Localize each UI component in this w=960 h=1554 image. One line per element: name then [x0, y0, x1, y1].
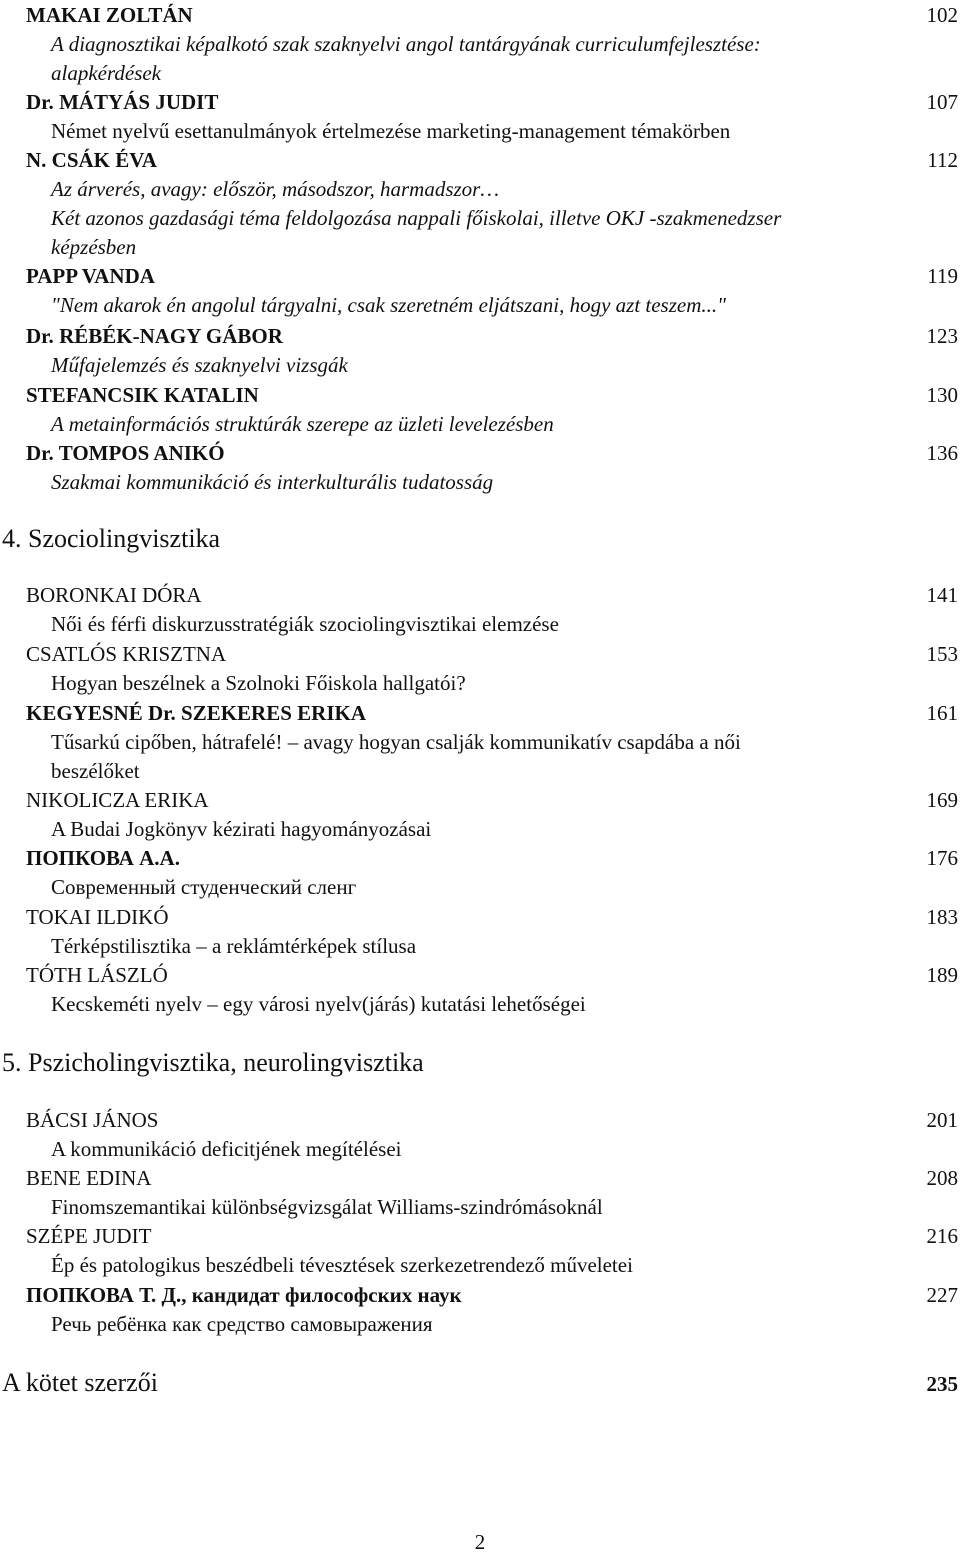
author-name: BENE EDINA	[26, 1166, 152, 1190]
page-number: 183	[926, 905, 958, 929]
article-title: A kommunikáció deficitjének megítélései	[51, 1137, 402, 1161]
toc-entry	[26, 786, 958, 844]
article-title: Hogyan beszélnek a Szolnoki Főiskola hallgatói?	[51, 671, 466, 695]
author-name: KEGYESNÉ Dr. SZEKERES ERIKA	[26, 701, 366, 725]
page-number: 176	[926, 846, 958, 870]
author-name: TÓTH LÁSZLÓ	[26, 963, 168, 987]
article-title: Német nyelvű esettanulmányok értelmezése marketing-management témakörben	[51, 119, 731, 143]
toc-entry	[26, 262, 958, 320]
article-title: Két azonos gazdasági téma feldolgozása nappali főiskolai, illetve OKJ -szakmenedzser	[51, 206, 782, 230]
page-number: 153	[926, 642, 958, 666]
toc-entry	[26, 961, 958, 1019]
article-title: beszélőket	[51, 759, 140, 783]
author-name: STEFANCSIK KATALIN	[26, 383, 259, 407]
author-name: MAKAI ZOLTÁN	[26, 3, 193, 27]
article-title: Szakmai kommunikáció és interkulturális tudatosság	[51, 470, 494, 494]
toc-entry	[26, 1106, 958, 1164]
author-name: TOKAI ILDIKÓ	[26, 905, 169, 929]
article-title: képzésben	[51, 235, 137, 259]
author-name: BÁCSI JÁNOS	[26, 1108, 159, 1132]
page-number: 119	[927, 264, 958, 288]
page-number: 216	[926, 1224, 958, 1248]
page-number: 227	[926, 1283, 958, 1307]
author-name: CSATLÓS KRISZTNA	[26, 642, 227, 666]
author-name: NIKOLICZA ERIKA	[26, 788, 209, 812]
toc-entry	[26, 844, 958, 902]
page-number: 201	[926, 1108, 958, 1132]
article-title: alapkérdések	[51, 61, 162, 85]
toc-entry	[26, 381, 958, 439]
author-name: N. CSÁK ÉVA	[26, 148, 157, 172]
page-number: 169	[926, 788, 958, 812]
author-name: ПОПКОВА Т. Д., кандидат философских наук	[26, 1283, 462, 1307]
toc-entry	[26, 903, 958, 961]
toc-entry	[26, 581, 958, 639]
author-name: Dr. RÉBÉK-NAGY GÁBOR	[26, 324, 283, 348]
author-name: BORONKAI DÓRA	[26, 583, 202, 607]
article-title: Térképstilisztika – a reklámtérképek stílusa	[51, 934, 417, 958]
page-number: 235	[926, 1372, 958, 1396]
toc-entry	[26, 1281, 958, 1339]
toc-entry	[26, 1, 958, 88]
author-name: Dr. MÁTYÁS JUDIT	[26, 90, 219, 114]
article-title: Finomszemantikai különbségvizsgálat Williams-szindrómásoknál	[51, 1195, 603, 1219]
article-title: A diagnosztikai képalkotó szak szaknyelvi angol tantárgyának curriculumfejlesztése:	[51, 32, 761, 56]
article-title: Ép és patologikus beszédbeli tévesztések szerkezetrendező műveletei	[51, 1253, 633, 1277]
closing-title: A kötet szerzői	[2, 1368, 158, 1397]
toc-entry	[26, 88, 958, 146]
author-name: ПОПКОВА А.А.	[26, 846, 180, 870]
author-name: PAPP VANDA	[26, 264, 155, 288]
page-number: 141	[926, 583, 958, 607]
article-title: "Nem akarok én angolul tárgyalni, csak szeretném eljátszani, hogy azt teszem..."	[51, 293, 726, 317]
toc-entry	[26, 322, 958, 380]
page-number: 136	[926, 441, 958, 465]
toc-entry	[26, 1164, 958, 1222]
article-title: Tűsarkú cipőben, hátrafelé! – avagy hogyan csalják kommunikatív csapdába a női	[51, 730, 741, 754]
toc-entry	[26, 640, 958, 698]
page-number: 112	[927, 148, 958, 172]
article-title: A Budai Jogkönyv kézirati hagyományozásai	[51, 817, 432, 841]
page-number: 161	[926, 701, 958, 725]
article-title: Современный студенческий сленг	[51, 875, 357, 899]
page-number: 123	[926, 324, 958, 348]
section-heading: 5. Pszicholingvisztika, neurolingvisztika	[2, 1048, 424, 1077]
toc-entry	[26, 699, 958, 786]
toc-entry	[26, 439, 958, 497]
page-number: 189	[926, 963, 958, 987]
article-title: Речь ребёнка как средство самовыражения	[51, 1312, 433, 1336]
toc-entry	[26, 1222, 958, 1280]
article-title: Az árverés, avagy: először, másodszor, harmadszor…	[51, 177, 500, 201]
page-number: 102	[926, 3, 958, 27]
page-number: 208	[926, 1166, 958, 1190]
article-title: Műfajelemzés és szaknyelvi vizsgák	[51, 353, 348, 377]
page-number: 130	[926, 383, 958, 407]
article-title: A metainformációs struktúrák szerepe az üzleti levelezésben	[51, 412, 554, 436]
page-number: 107	[926, 90, 958, 114]
section-heading: 4. Szociolingvisztika	[2, 524, 221, 553]
author-name: Dr. TOMPOS ANIKÓ	[26, 441, 225, 465]
author-name: SZÉPE JUDIT	[26, 1224, 152, 1248]
article-title: Női és férfi diskurzusstratégiák szociolingvisztikai elemzése	[51, 612, 559, 636]
article-title: Kecskeméti nyelv – egy városi nyelv(járás) kutatási lehetőségei	[51, 992, 586, 1016]
footer-page-number: 2	[474, 1530, 486, 1554]
authors-list-entry	[2, 1367, 958, 1399]
toc-entry	[26, 146, 958, 262]
